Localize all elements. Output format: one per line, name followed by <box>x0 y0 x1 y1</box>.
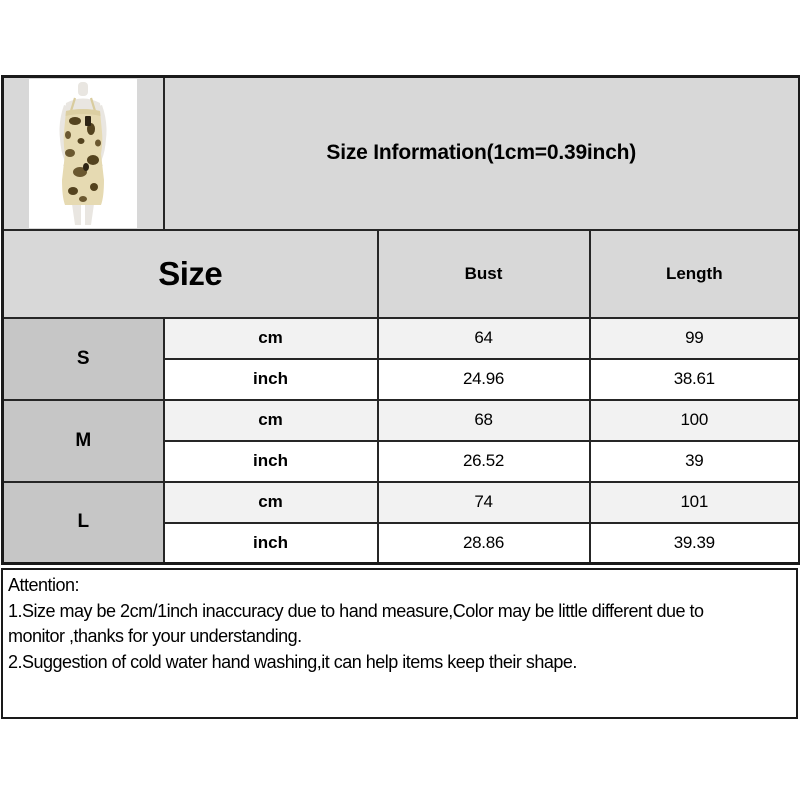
bust-value: 24.96 <box>378 359 590 400</box>
unit-cell: cm <box>164 400 378 441</box>
length-value: 100 <box>590 400 800 441</box>
size-header-label: Size <box>3 230 378 318</box>
floral-dress-image <box>30 80 136 227</box>
unit-cell: inch <box>164 523 378 564</box>
unit-cell: inch <box>164 441 378 482</box>
bust-value: 74 <box>378 482 590 523</box>
table-row-columns <box>3 230 800 318</box>
attention-notes <box>1 568 798 719</box>
table-row-header-photo <box>3 77 800 230</box>
bust-value: 68 <box>378 400 590 441</box>
bust-value: 28.86 <box>378 523 590 564</box>
size-label-s: S <box>3 318 164 400</box>
table-row-m-cm <box>3 400 800 441</box>
length-value: 39 <box>590 441 800 482</box>
table-row-s-cm <box>3 318 800 359</box>
column-header-bust: Bust <box>378 230 590 318</box>
product-photo <box>29 79 137 228</box>
product-photo-cell <box>3 77 164 230</box>
bust-value: 64 <box>378 318 590 359</box>
size-label-m: M <box>3 400 164 482</box>
length-value: 99 <box>590 318 800 359</box>
attention-note-line: 1.Size may be 2cm/1inch inaccuracy due to hand measure,Color may be little different due to <box>8 600 704 621</box>
size-label-l: L <box>3 482 164 564</box>
attention-note-line: monitor ,thanks for your understanding. <box>8 626 302 646</box>
unit-cell: cm <box>164 482 378 523</box>
size-info-title: Size Information(1cm=0.39inch) <box>164 77 800 230</box>
attention-heading: Attention: <box>8 575 80 595</box>
column-header-length: Length <box>590 230 800 318</box>
length-value: 101 <box>590 482 800 523</box>
length-value: 39.39 <box>590 523 800 564</box>
attention-note-line: 2.Suggestion of cold water hand washing,it can help items keep their shape. <box>8 651 577 672</box>
unit-cell: cm <box>164 318 378 359</box>
unit-cell: inch <box>164 359 378 400</box>
length-value: 38.61 <box>590 359 800 400</box>
table-row-l-cm <box>3 482 800 523</box>
bust-value: 26.52 <box>378 441 590 482</box>
size-table <box>1 75 800 565</box>
